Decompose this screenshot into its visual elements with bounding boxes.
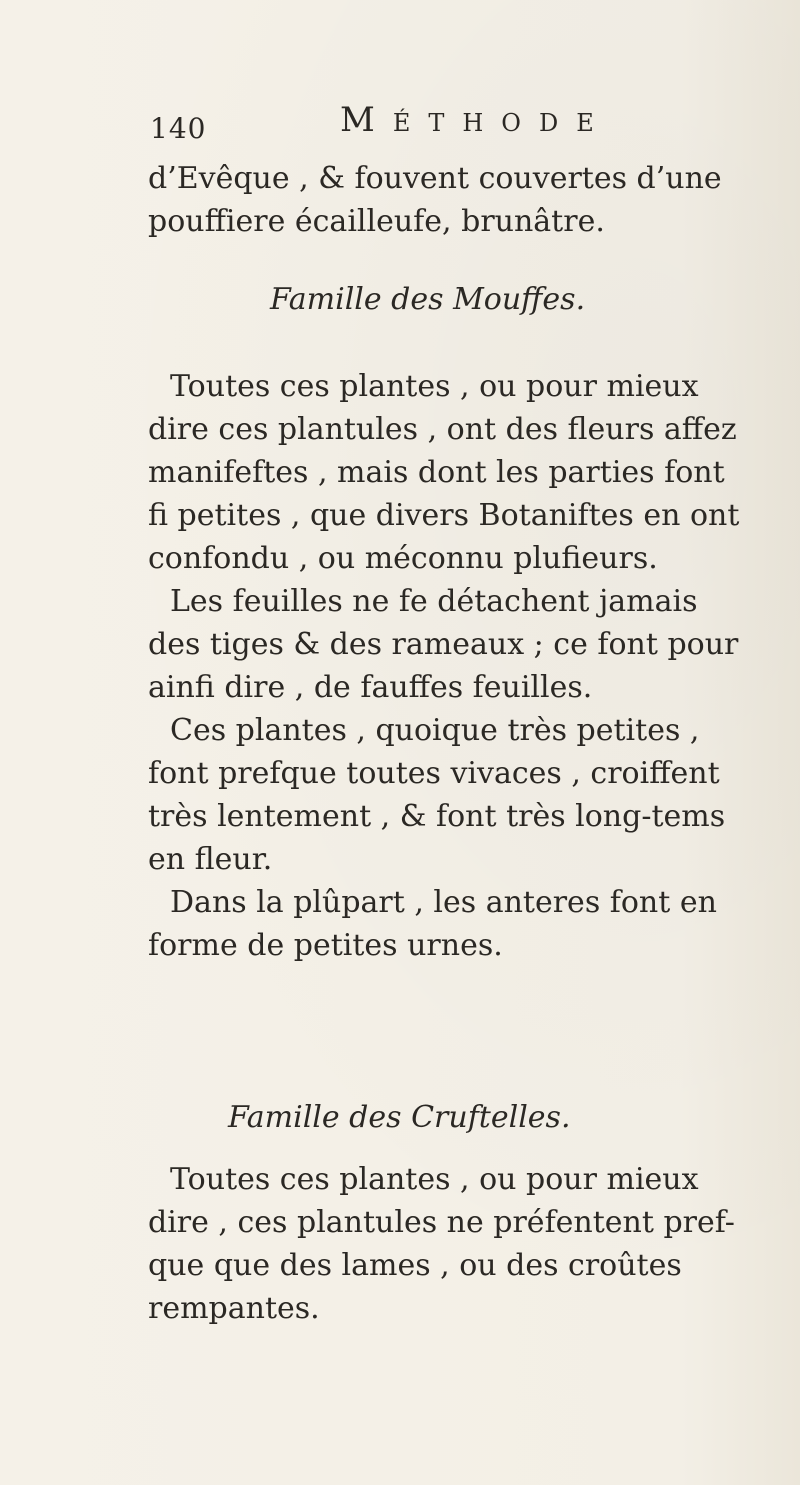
- text-line: fi petites , que divers Botaniftes en ont: [148, 498, 740, 533]
- text-line: dire , ces plantules ne préfentent pref-: [148, 1205, 735, 1240]
- text-line: des tiges & des rameaux ; ce font pour: [148, 627, 739, 662]
- text-line: que que des lames , ou des croûtes: [148, 1248, 682, 1283]
- running-title: Méthode: [340, 100, 612, 140]
- text-line: d’Evêque , & fouvent couvertes d’une: [148, 161, 722, 196]
- page-number: 140: [150, 112, 207, 145]
- text-line: rempantes.: [148, 1291, 320, 1326]
- section-body-mousses: [148, 365, 788, 967]
- text-line: Toutes ces plantes , ou pour mieux: [170, 1162, 699, 1197]
- text-line: très lentement , & font très long-tems: [148, 799, 726, 834]
- text-line: Les feuilles ne fe détachent jamais: [170, 584, 698, 619]
- text-line: Dans la plûpart , les anteres font en: [170, 885, 717, 920]
- text-line: confondu , ou méconnu plufieurs.: [148, 541, 658, 576]
- text-line: forme de petites urnes.: [148, 928, 503, 963]
- section-heading-mousses: Famille des Mouffes.: [270, 282, 586, 317]
- section-heading-crustelles: Famille des Cruftelles.: [228, 1100, 571, 1135]
- text-line: dire ces plantules , ont des fleurs affez: [148, 412, 737, 447]
- text-line: Toutes ces plantes , ou pour mieux: [170, 369, 699, 404]
- running-head: [150, 100, 710, 150]
- text-line: en fleur.: [148, 842, 273, 877]
- text-line: ainfi dire , de fauffes feuilles.: [148, 670, 593, 705]
- text-line: font prefque toutes vivaces , croiffent: [148, 756, 720, 791]
- text-line: manifeftes , mais dont les parties font: [148, 455, 725, 490]
- section-body-crustelles: [148, 1158, 788, 1330]
- continued-paragraph: [148, 157, 788, 243]
- text-line: pouffiere écailleufe, brunâtre.: [148, 204, 605, 239]
- text-line: Ces plantes , quoique très petites ,: [170, 713, 700, 748]
